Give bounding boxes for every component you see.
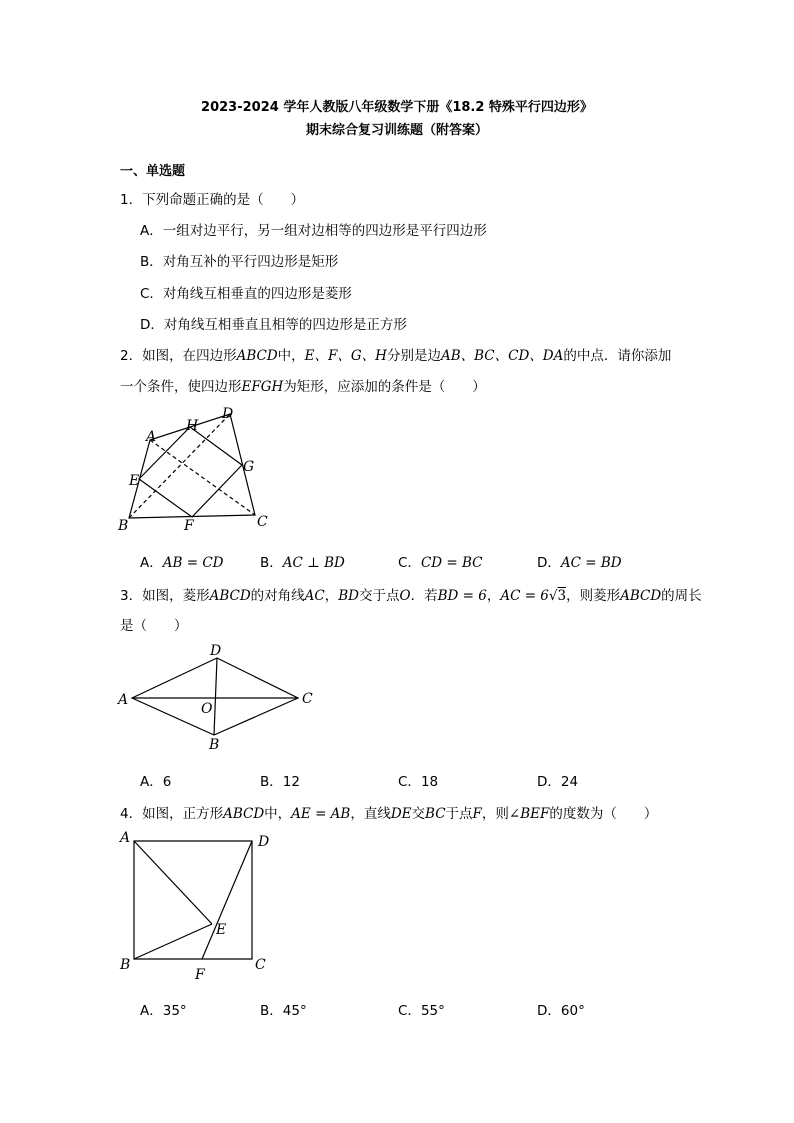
q1-option-d: D．对角线互相垂直且相等的四边形是正方形 — [140, 317, 407, 333]
option-letter: C． — [398, 555, 421, 571]
label-a: A — [118, 692, 129, 708]
math: EFGH — [241, 379, 284, 395]
label-a: A — [146, 429, 157, 445]
math: BD — [338, 588, 360, 604]
math: ABCD — [209, 588, 251, 604]
question-number: 2． — [120, 348, 143, 364]
q4-option-a — [140, 999, 187, 1019]
q2-option-b — [260, 551, 345, 571]
math: ABCD — [236, 348, 278, 364]
option-value: 12 — [282, 774, 300, 790]
math: E、F、G、H — [304, 348, 387, 364]
label-g: G — [243, 459, 255, 475]
sqrt-sign: √ — [548, 588, 558, 604]
text: 的周长 — [661, 588, 702, 604]
q3-option-d — [537, 770, 578, 790]
q2-option-c — [398, 551, 483, 571]
option-value: 24 — [560, 774, 579, 790]
option-letter: D． — [537, 555, 561, 571]
math: AC = 6 — [500, 588, 549, 604]
option-letter: B． — [260, 774, 283, 790]
question-text: 下列命题正确的是（ ） — [142, 192, 305, 208]
math: AC — [304, 588, 325, 604]
q4-square-figure — [112, 826, 282, 986]
math: BC — [425, 806, 446, 822]
label-a: A — [120, 830, 131, 846]
segment-df — [202, 841, 252, 959]
math: ∠BEF — [508, 806, 550, 822]
text: ， — [486, 588, 501, 604]
math: F — [472, 806, 482, 822]
q2-option-d — [537, 551, 622, 571]
option-letter: D． — [537, 1003, 561, 1019]
option-value: 45° — [282, 1003, 307, 1019]
section-heading: 一、单选题 — [120, 164, 186, 179]
label-d: D — [222, 406, 234, 422]
text: 中， — [277, 348, 305, 364]
q2-quadrilateral-figure — [112, 400, 282, 535]
text: 交 — [411, 806, 426, 822]
option-letter: C． — [398, 774, 421, 790]
text: 为矩形，应添加的条件是（ ） — [283, 379, 486, 395]
option-value: 55° — [420, 1003, 445, 1019]
q1-option-a: A．一组对边平行，另一组对边相等的四边形是平行四边形 — [140, 223, 487, 239]
text: 于点 — [445, 806, 473, 822]
option-letter: A． — [140, 1003, 163, 1019]
question-2-stem-line-2 — [120, 375, 486, 395]
math: ABCD — [223, 806, 265, 822]
text: 如图，正方形 — [142, 806, 224, 822]
diagonal-bd — [129, 414, 230, 518]
option-expr: CD = BC — [420, 555, 483, 571]
text: 的中点．请你添加 — [563, 348, 672, 364]
segment-ae — [134, 841, 212, 924]
option-letter: A． — [140, 774, 163, 790]
math: BD = 6 — [437, 588, 487, 604]
q1-option-c: C．对角线互相垂直的四边形是菱形 — [140, 286, 352, 302]
text: ，则 — [481, 806, 509, 822]
math: ABCD — [620, 588, 662, 604]
label-f: F — [195, 967, 205, 983]
q3-option-b — [260, 770, 300, 790]
option-expr: AC = BD — [560, 555, 622, 571]
question-1-stem — [120, 188, 304, 208]
label-e: E — [129, 473, 140, 489]
text: ．若 — [410, 588, 438, 604]
math: DE — [390, 806, 412, 822]
q4-option-c — [398, 999, 445, 1019]
q4-option-b — [260, 999, 307, 1019]
diagonal-bd — [214, 658, 217, 735]
math: AB、BC、CD、DA — [440, 348, 564, 364]
label-o: O — [201, 701, 213, 717]
option-letter: B． — [260, 555, 283, 571]
segment-be — [134, 924, 212, 959]
title-line-1: 2023-2024 学年人教版八年级数学下册《18.2 特殊平行四边形》 — [201, 100, 593, 115]
text: 一个条件，使四边形 — [120, 379, 242, 395]
text: 分别是边 — [386, 348, 441, 364]
option-value: 60° — [560, 1003, 585, 1019]
q3-rhombus-figure — [112, 640, 322, 755]
q2-option-a — [140, 551, 223, 571]
text: 交于点 — [359, 588, 400, 604]
square-abcd — [134, 841, 252, 959]
option-expr: AC ⊥ BD — [282, 555, 345, 571]
label-b: B — [118, 518, 129, 534]
text: ，直线 — [350, 806, 391, 822]
text: 如图，在四边形 — [142, 348, 237, 364]
math: AE = AB — [291, 806, 351, 822]
option-letter: B． — [260, 1003, 283, 1019]
question-3-stem-line-1 — [120, 584, 702, 604]
option-letter: C． — [398, 1003, 421, 1019]
text: 的对角线 — [250, 588, 305, 604]
option-expr: AB = CD — [162, 555, 224, 571]
question-number: 3． — [120, 588, 143, 604]
q3-option-a — [140, 770, 171, 790]
label-d: D — [258, 834, 270, 850]
text: ，则菱形 — [566, 588, 621, 604]
label-b: B — [209, 737, 220, 753]
title-line-2: 期末综合复习训练题（附答案） — [305, 123, 488, 138]
label-c: C — [302, 691, 313, 707]
q3-option-c — [398, 770, 438, 790]
option-letter: D． — [537, 774, 561, 790]
label-c: C — [257, 514, 268, 530]
question-number: 1． — [120, 192, 143, 208]
text: 的度数为（ ） — [549, 806, 658, 822]
question-2-stem-line-1 — [120, 344, 671, 364]
option-value: 18 — [420, 774, 439, 790]
label-c: C — [255, 957, 266, 973]
label-h: H — [186, 418, 199, 434]
text: ， — [324, 588, 339, 604]
text: 如图，菱形 — [142, 588, 210, 604]
question-3-stem-line-2: 是（ ） — [120, 618, 188, 634]
q1-option-b: B．对角互补的平行四边形是矩形 — [140, 254, 339, 270]
sqrt-radicand: 3 — [557, 588, 567, 604]
question-number: 4． — [120, 806, 143, 822]
question-4-stem — [120, 802, 657, 822]
label-d: D — [210, 643, 222, 659]
option-letter: A． — [140, 555, 163, 571]
math: O — [399, 588, 411, 604]
label-e: E — [216, 922, 227, 938]
label-f: F — [184, 518, 194, 534]
label-b: B — [120, 957, 131, 973]
q4-option-d — [537, 999, 585, 1019]
option-value: 6 — [162, 774, 172, 790]
text: 中， — [264, 806, 292, 822]
option-value: 35° — [162, 1003, 187, 1019]
